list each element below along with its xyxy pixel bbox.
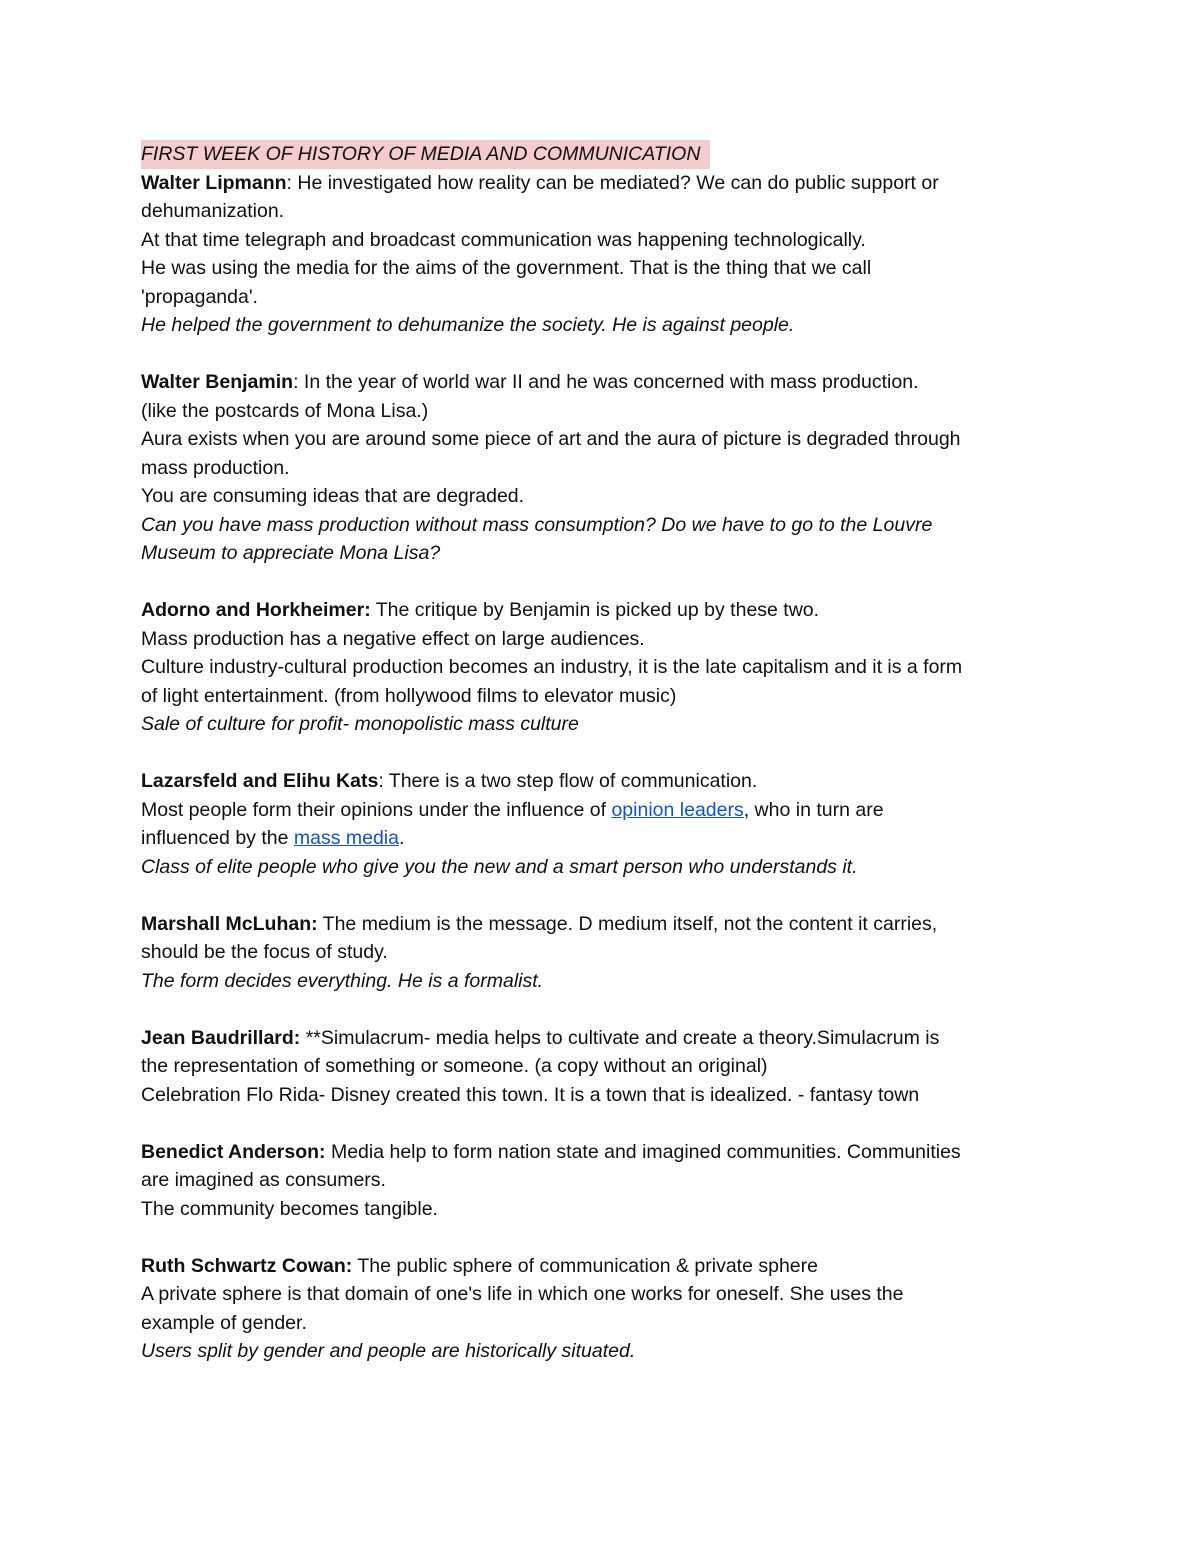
lippmann-line-5: 'propaganda'.	[141, 285, 258, 308]
benjamin-line-3: Aura exists when you are around some piece of art and the aura of picture is degraded through	[141, 428, 961, 450]
lazarsfeld-line-1: Lazarsfeld and Elihu Kats: There is a two step flow of communication.	[141, 770, 758, 792]
adorno-name: Adorno and Horkheimer:	[141, 599, 371, 621]
lazarsfeld-summary: Class of elite people who give you the new and a smart person who understands it.	[141, 855, 858, 878]
benjamin-line-4: mass production.	[141, 456, 290, 479]
benjamin-question-1: Can you have mass production without mass consumption? Do we have to go to the Louvre	[141, 513, 933, 536]
anderson-line-3: The community becomes tangible.	[141, 1197, 438, 1220]
document-heading: FIRST WEEK OF HISTORY OF MEDIA AND COMMUNICATION	[141, 140, 710, 169]
section-lazarsfeld	[141, 767, 1071, 881]
mcluhan-name: Marshall McLuhan:	[141, 912, 318, 935]
section-benjamin	[141, 368, 1071, 568]
benjamin-name: Walter Benjamin	[141, 371, 294, 393]
lippmann-line-2: dehumanization.	[141, 200, 285, 222]
adorno-line-1: Adorno and Horkheimer: The critique by Benjamin is picked up by these two.	[141, 599, 820, 621]
benjamin-question-2: Museum to appreciate Mona Lisa?	[141, 542, 441, 564]
baudrillard-name: Jean Baudrillard:	[141, 1026, 301, 1049]
adorno-line-2: Mass production has a negative effect on large audiences.	[141, 627, 645, 650]
heading-line	[141, 140, 1071, 169]
adorno-summary: Sale of culture for profit- monopolistic mass culture	[141, 713, 579, 735]
cowan-line-3: example of gender.	[141, 1311, 307, 1334]
lippmann-summary: He helped the government to dehumanize the society. He is against people.	[141, 314, 795, 336]
cowan-line-2: A private sphere is that domain of one's life in which one works for oneself. She uses the	[141, 1283, 904, 1305]
cowan-summary: Users split by gender and people are historically situated.	[141, 1340, 636, 1362]
opinion-leaders-link[interactable]: opinion leaders	[611, 798, 744, 821]
anderson-line-2: are imagined as consumers.	[141, 1169, 386, 1191]
benjamin-line-5: You are consuming ideas that are degraded.	[141, 485, 525, 507]
lippmann-line-3: At that time telegraph and broadcast communication was happening technologically.	[141, 228, 866, 251]
document-page	[141, 140, 1071, 1394]
baudrillard-line-2: the representation of something or someone. (a copy without an original)	[141, 1055, 768, 1077]
mcluhan-line-2: should be the focus of study.	[141, 941, 388, 963]
anderson-line-1: Benedict Anderson: Media help to form nation state and imagined communities. Communities	[141, 1140, 961, 1163]
lazarsfeld-line-2: Most people form their opinions under the influence of opinion leaders, who in turn are	[141, 798, 884, 821]
cowan-name: Ruth Schwartz Cowan:	[141, 1254, 353, 1277]
benjamin-line-2: (like the postcards of Mona Lisa.)	[141, 399, 429, 422]
benjamin-line-1: Walter Benjamin: In the year of world war II and he was concerned with mass production.	[141, 371, 919, 393]
baudrillard-line-1: Jean Baudrillard: **Simulacrum- media helps to cultivate and create a theory.Simulacrum is	[141, 1026, 940, 1049]
baudrillard-line-3: Celebration Flo Rida- Disney created this town. It is a town that is idealized. - fantasy town	[141, 1083, 920, 1106]
section-lippmann	[141, 169, 1071, 340]
lippmann-line-1: Walter Lipmann: He investigated how reality can be mediated? We can do public support or	[141, 171, 939, 194]
adorno-line-3: Culture industry-cultural production becomes an industry, it is the late capitalism and it is a form	[141, 656, 963, 678]
lazarsfeld-name: Lazarsfeld and Elihu Kats	[141, 770, 379, 792]
section-baudrillard	[141, 1024, 1071, 1110]
mcluhan-line-1: Marshall McLuhan: The medium is the message. D medium itself, not the content it carries,	[141, 912, 938, 935]
mass-media-link[interactable]: mass media	[293, 827, 399, 849]
section-anderson	[141, 1138, 1071, 1224]
section-cowan	[141, 1252, 1071, 1366]
anderson-name: Benedict Anderson:	[141, 1140, 326, 1163]
adorno-line-4: of light entertainment. (from hollywood films to elevator music)	[141, 684, 677, 707]
mcluhan-summary: The form decides everything. He is a formalist.	[141, 969, 544, 992]
cowan-line-1: Ruth Schwartz Cowan: The public sphere of communication & private sphere	[141, 1254, 818, 1277]
lippmann-line-4: He was using the media for the aims of the government. That is the thing that we call	[141, 257, 872, 279]
section-adorno	[141, 596, 1071, 739]
lazarsfeld-line-3: influenced by the mass media.	[141, 827, 405, 849]
lippmann-name: Walter Lipmann	[141, 171, 287, 194]
section-mcluhan	[141, 910, 1071, 996]
